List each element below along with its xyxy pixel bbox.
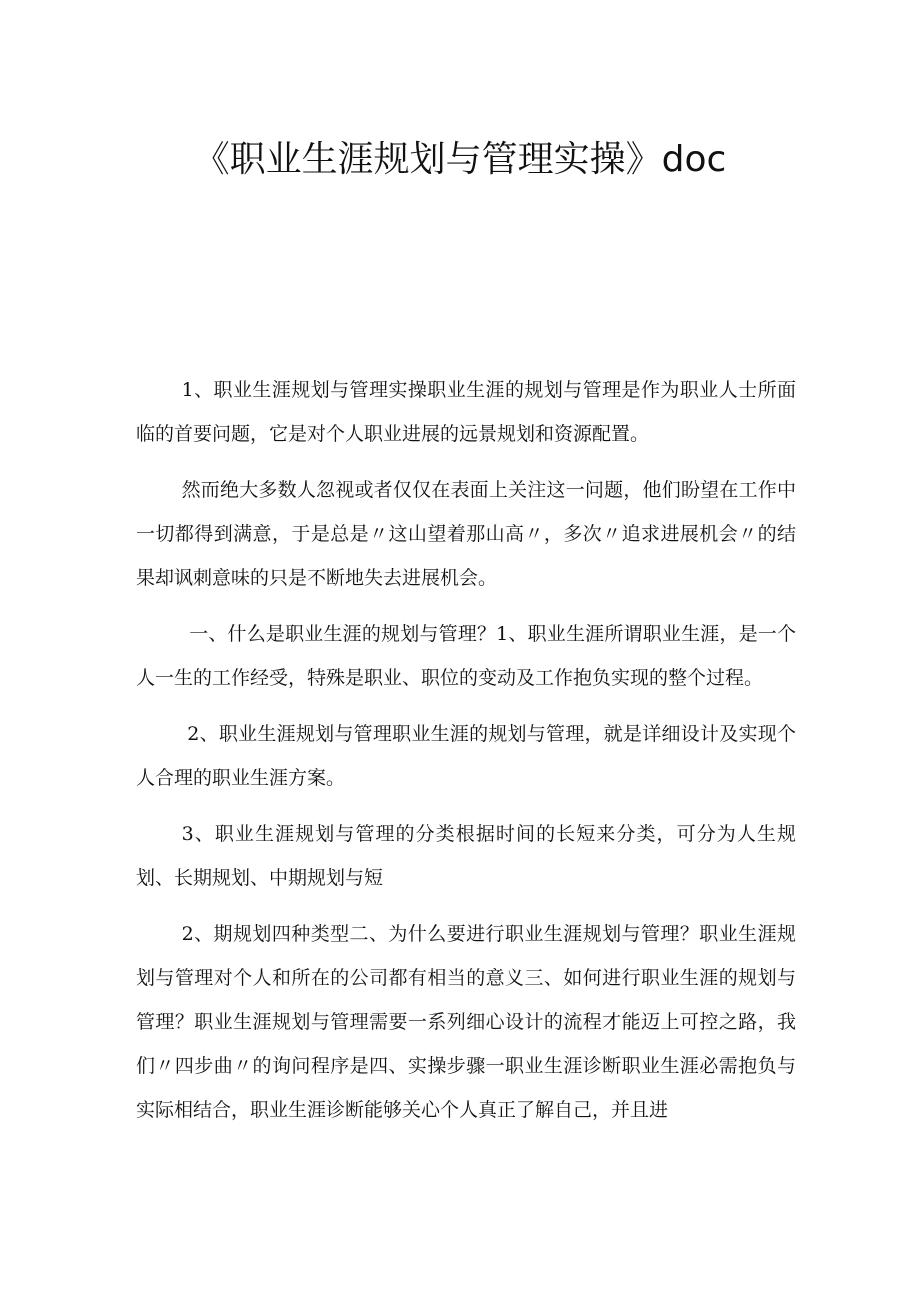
paragraph-5: 3、职业生涯规划与管理的分类根据时间的长短来分类，可分为人生规划、长期规划、中期规划与短: [136, 823, 796, 889]
document-title: 《职业生涯规划与管理实操》doc: [193, 139, 727, 180]
paragraph-6: 2、期规划四种类型二、为什么要进行职业生涯规划与管理？职业生涯规划与管理对个人和所在的公司都有相当的意义三、如何进行职业生涯的规划与管理？职业生涯规划与管理需要一系列细心设计的流程才能迈上可控之路，我们〃四步曲〃的询问程序是四、实操步骤一职业生涯诊断职业生涯必需抱负与实际相结合，职业生涯诊断能够关心个人真正了解自己，并且进: [136, 923, 796, 1121]
document-body: [136, 368, 796, 1144]
paragraph-1: 1、职业生涯规划与管理实操职业生涯的规划与管理是作为职业人士所面临的首要问题，它是对个人职业进展的远景规划和资源配置。: [136, 379, 796, 445]
paragraph-3: 一、什么是职业生涯的规划与管理？1、职业生涯所谓职业生涯，是一个人一生的工作经受，特殊是职业、职位的变动及工作抱负实现的整个过程。: [136, 623, 796, 689]
paragraph-4: 2、职业生涯规划与管理职业生涯的规划与管理，就是详细设计及实现个人合理的职业生涯方案。: [136, 723, 796, 789]
paragraph-2: 然而绝大多数人忽视或者仅仅在表面上关注这一问题，他们盼望在工作中一切都得到满意，于是总是〃这山望着那山高〃，多次〃追求进展机会〃的结果却讽刺意味的只是不断地失去进展机会。: [136, 479, 796, 589]
